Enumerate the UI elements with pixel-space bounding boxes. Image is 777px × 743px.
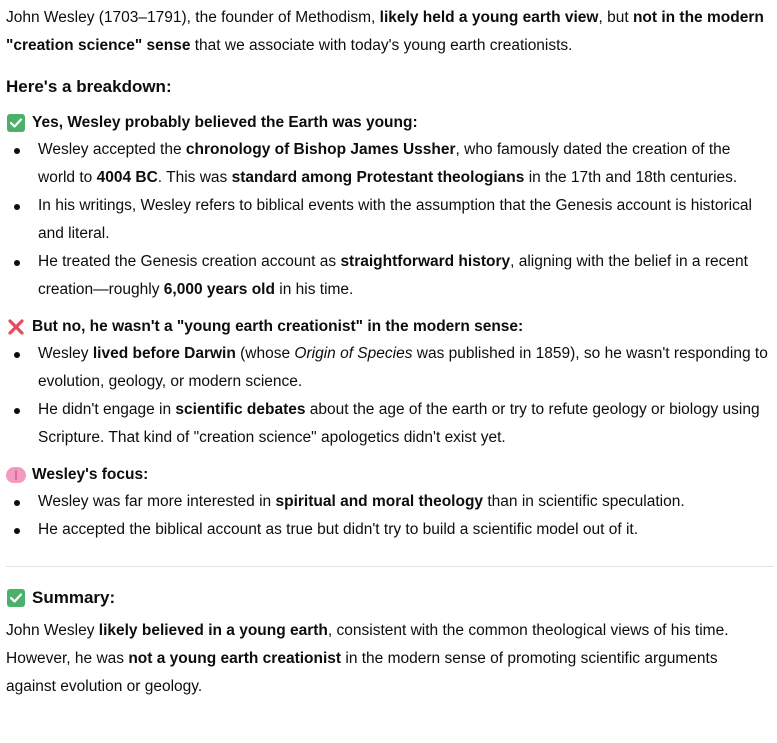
section-yes-label: Yes, Wesley probably believed the Earth was young: (32, 114, 418, 131)
section-no-label: But no, he wasn't a "young earth creationist" in the modern sense: (32, 318, 524, 335)
summary-title (6, 585, 771, 611)
section-focus-label: Wesley's focus: (32, 466, 149, 483)
summary-text: , consistent with the common theological views of his time. However, he was (6, 622, 729, 667)
section-focus-title (6, 462, 771, 488)
summary-emphasis: not a young earth creationist (128, 650, 342, 667)
intro-emphasis: not in the modern "creation science" sense (6, 9, 764, 54)
list-text: , aligning with the belief in a recent creation—roughly (38, 253, 748, 298)
list-emphasis: standard among Protestant theologians (231, 169, 525, 186)
list-emphasis: 6,000 years old (163, 281, 275, 298)
intro-paragraph (6, 4, 771, 60)
breakdown-heading: Here's a breakdown: (6, 77, 172, 96)
cross-mark-icon (6, 317, 26, 337)
list-text: , who famously dated the creation of the world to (38, 141, 731, 186)
list-emphasis: scientific debates (175, 401, 306, 418)
list-text: in the 17th and 18th centuries. (524, 169, 738, 186)
summary-emphasis: likely believed in a young earth (98, 622, 328, 639)
summary-label: Summary: (32, 588, 116, 607)
list-text: about the age of the earth or try to refute geology or biology using Scripture. That kind of "creation science" apologetics didn't exist yet. (38, 401, 760, 446)
section-no-list (6, 340, 771, 452)
intro-emphasis: likely held a young earth view (379, 9, 599, 26)
section-focus-list (6, 488, 771, 544)
list-text: (whose (235, 345, 295, 362)
section-divider (6, 566, 774, 567)
list-text: Wesley (38, 345, 93, 362)
list-emphasis: 4004 BC (96, 169, 158, 186)
list-text: Wesley accepted the (38, 141, 186, 158)
list-item (6, 136, 771, 192)
list-text: He treated the Genesis creation account as (38, 253, 341, 270)
list-text: In his writings, Wesley refers to biblical events with the assumption that the Genesis account is historical and literal. (38, 197, 752, 242)
list-text: was published in 1859), so he wasn't responding to evolution, geology, or modern science. (38, 345, 768, 390)
list-text: . This was (157, 169, 232, 186)
section-yes-title (6, 110, 771, 136)
list-text: than in scientific speculation. (483, 493, 685, 510)
summary-text: in the modern sense of promoting scientific arguments against evolution or geology. (6, 650, 718, 695)
list-item (6, 192, 771, 248)
list-item (6, 488, 771, 516)
list-emphasis: lived before Darwin (92, 345, 236, 362)
list-text: in his time. (274, 281, 354, 298)
list-text: Wesley was far more interested in (38, 493, 276, 510)
list-item (6, 248, 771, 304)
list-item (6, 516, 771, 544)
check-mark-icon (6, 113, 26, 133)
list-item (6, 396, 771, 452)
section-yes-list (6, 136, 771, 304)
list-emphasis: straightforward history (340, 253, 511, 270)
list-emphasis: chronology of Bishop James Ussher (185, 141, 456, 158)
check-mark-icon (6, 588, 26, 608)
section-no-title (6, 314, 771, 340)
list-emphasis: spiritual and moral theology (275, 493, 484, 510)
intro-text: John Wesley (1703–1791), the founder of Methodism, (6, 9, 380, 26)
list-text: He didn't engage in (38, 401, 176, 418)
summary-paragraph (6, 617, 771, 701)
intro-text: , but (598, 9, 633, 26)
brain-icon (6, 465, 26, 485)
intro-text: that we associate with today's young earth creationists. (190, 37, 573, 54)
summary-text: John Wesley (6, 622, 99, 639)
list-text: He accepted the biblical account as true but didn't try to build a scientific model out of it. (38, 521, 639, 538)
list-item (6, 340, 771, 396)
book-title: Origin of Species (294, 345, 413, 362)
